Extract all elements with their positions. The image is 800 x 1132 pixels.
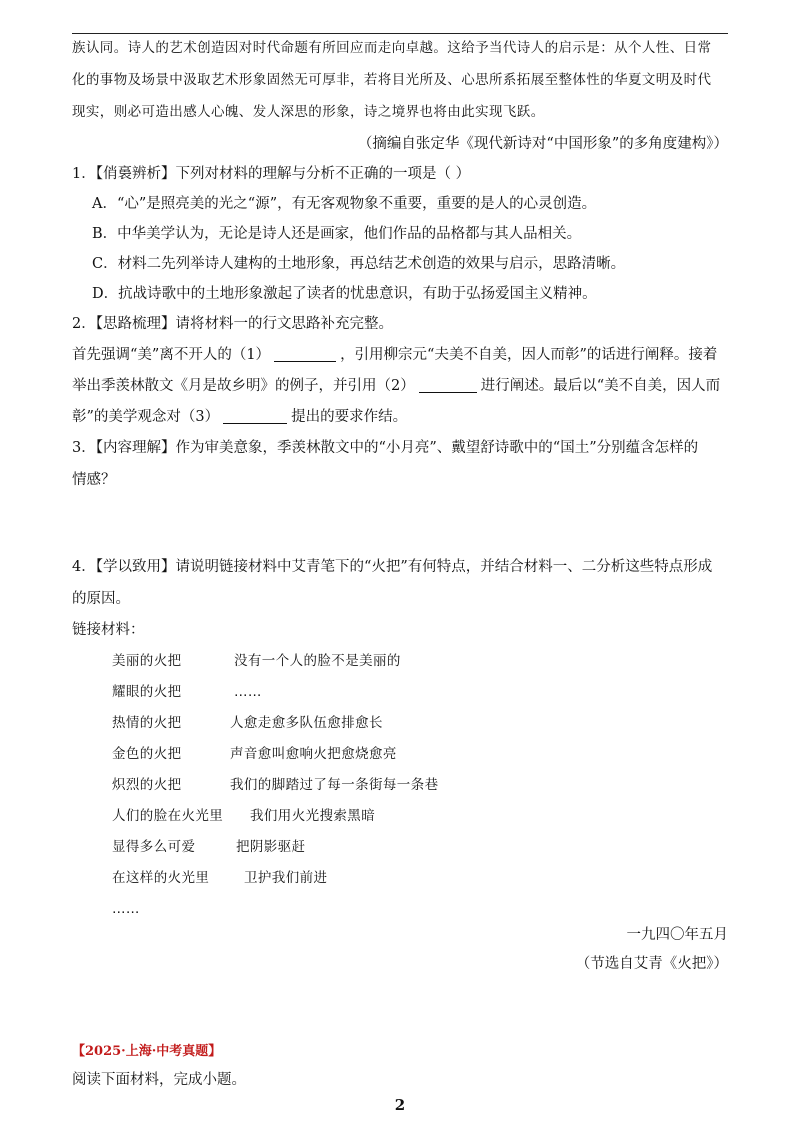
poem-left-line: 显得多么可爱 [112,839,196,855]
passage-line: 化的事物及场景中汲取艺术形象固然无可厚非，若将目光所及、心思所系拓展至整体性的华夏文明及时代 [72,72,712,88]
exam-tag: 【2025·上海·中考真题】 [72,1044,222,1059]
poem-left-line: 在这样的火光里 [112,870,210,886]
poem-right-line: 把阴影驱赶 [236,839,306,855]
q2-stem: 2．【思路梳理】请将材料一的行文思路补充完整。 [72,316,393,332]
passage-line: 族认同。诗人的艺术创造因对时代命题有所回应而走向卓越。这给予当代诗人的启示是：从个人性、日常 [72,40,712,56]
q1-stem: 1．【俏裛辨析】下列对材料的理解与分析不正确的一项是（ ） [72,166,471,182]
poem-right-line: 没有一个人的脸不是美丽的 [234,653,401,669]
q1-option-c: C．材料二先列举诗人建构的土地形象，再总结艺术创造的效果与启示，思路清晰。 [92,256,626,272]
poem-source: （节选自艾青《火把》） [575,956,728,972]
poem-left-line: 美丽的火把 [112,653,182,669]
reading-instruction: 阅读下面材料，完成小题。 [72,1072,246,1088]
q1-option-d: D．抗战诗歌中的土地形象激起了读者的忧患意识，有助于弘扬爱国主义精神。 [92,286,597,302]
passage-source: （摘编自张定华《现代新诗对“中国形象”的多角度建构》） [357,136,728,152]
poem-right-line: 声音愈叫愈响火把愈烧愈亮 [230,746,397,762]
page-number: 2 [394,1096,406,1114]
q4-line-1: 4．【学以致用】请说明链接材料中艾青笔下的“火把”有何特点，并结合材料一、二分析这些特点形成 [72,559,713,575]
answer-blank-3[interactable] [223,408,287,424]
q2-line-2: 举出季羡林散文《月是故乡明》的例子，并引用（2） 进行阐述。最后以“美不自美，因人而 [72,378,721,394]
poem-left-line: …… [112,901,140,917]
q1-option-a: A．“心”是照亮美的光之“源”，有无客观物象不重要，重要的是人的心灵创造。 [92,196,597,212]
poem-left-line: 耀眼的火把 [112,684,182,700]
poem-right-line: 人愈走愈多队伍愈排愈长 [230,715,383,731]
q2-line-3: 彰”的美学观念对（3） 提出的要求作结。 [72,409,408,425]
poem-right-line: 我们的脚踏过了每一条街每一条巷 [230,777,439,793]
poem-left-line: 金色的火把 [112,746,182,762]
q3-line-1: 3．【内容理解】作为审美意象，季羡林散文中的“小月亮”、戴望舒诗歌中的“国土”分别蕴含怎样的 [72,440,699,456]
poem-date: 一九四〇年五月 [626,927,728,943]
header-rule [72,33,728,34]
passage-line: 现实，则必可造出感人心魄、发人深思的形象，诗之境界也将由此实现飞跃。 [72,104,545,120]
poem-left-line: 热情的火把 [112,715,182,731]
poem-right-line: 我们用火光搜索黑暗 [250,808,376,824]
q2-line-1: 首先强调“美”离不开人的（1） ，引用柳宗元“夫美不自美，因人而彰”的话进行阐释。接着 [72,347,718,363]
poem-left-line: 人们的脸在火光里 [112,808,224,824]
poem-right-line: 卫护我们前进 [244,870,328,886]
q1-option-b: B．中华美学认为，无论是诗人还是画家，他们作品的品格都与其人品相关。 [92,226,582,242]
q3-line-2: 情感？ [72,472,116,488]
answer-blank-2[interactable] [419,377,477,393]
poem-right-line: …… [234,684,262,700]
q4-line-2: 的原因。 [72,591,130,607]
link-material-label: 链接材料： [72,622,145,638]
answer-blank-1[interactable] [274,346,336,362]
poem-left-line: 炽烈的火把 [112,777,182,793]
